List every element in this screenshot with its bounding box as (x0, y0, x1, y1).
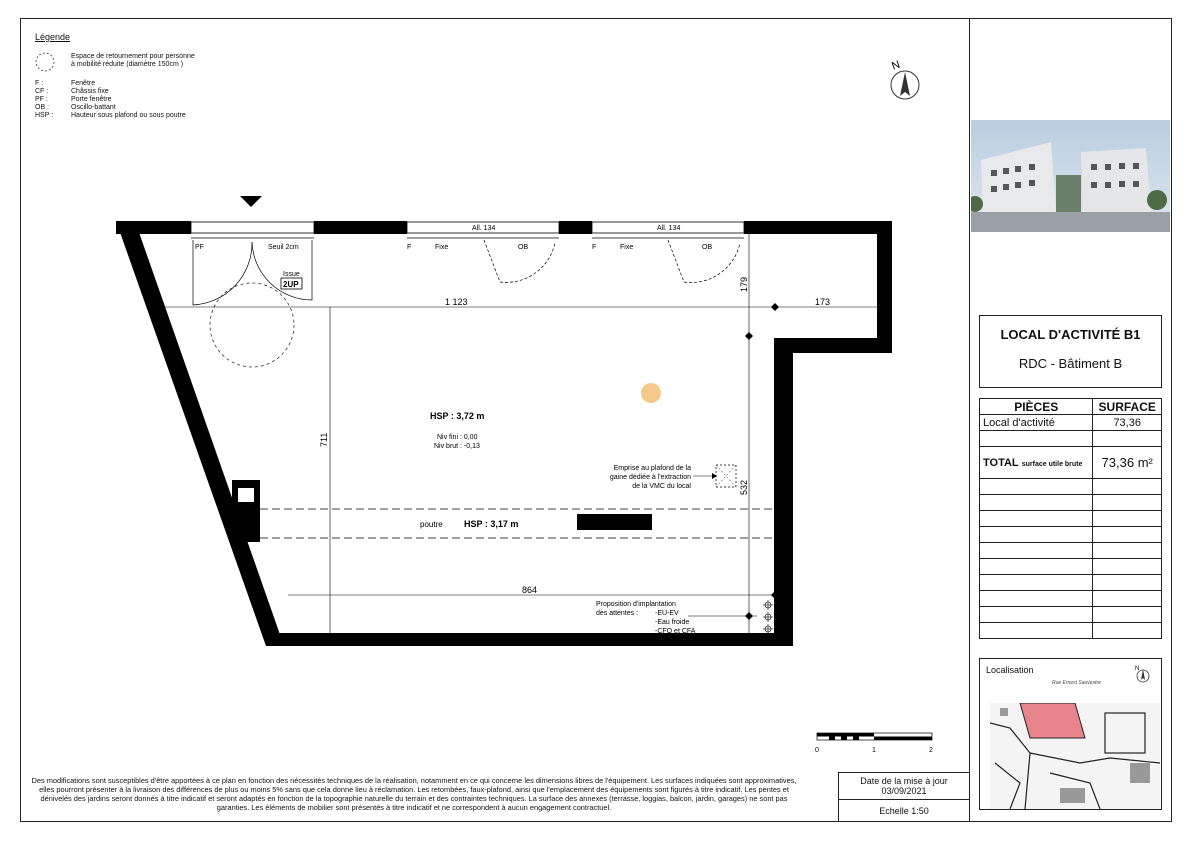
compass-letter: N (890, 58, 902, 73)
attentes-text-4: -Eau froide (655, 619, 690, 626)
seuil-label: Seuil 2cm (268, 244, 299, 251)
col-header-rooms: PIÈCES (980, 399, 1093, 415)
scale-label-2: 2 (929, 747, 933, 754)
building-rendering (971, 120, 1170, 232)
date-value: 03/09/2021 (881, 786, 927, 796)
niv-brut: Niv brut : -0,13 (434, 443, 480, 450)
location-compass-letter: N (1135, 666, 1140, 672)
legend-title: Légende (35, 32, 71, 42)
window1-f-label: F (407, 244, 412, 251)
total-row (980, 447, 1162, 479)
niv-fini: Niv fini : 0,00 (437, 434, 478, 441)
total-label: TOTAL (983, 456, 1019, 469)
footer-date-box (838, 772, 970, 822)
table-row (980, 591, 1162, 607)
attentes-text-1: Proposition d'implantation (596, 601, 676, 608)
dim-711: 711 (319, 432, 329, 447)
table-row (980, 543, 1162, 559)
table-row (980, 623, 1162, 639)
table-row (980, 415, 1162, 431)
scale-bar (815, 733, 933, 754)
table-row (980, 479, 1162, 495)
date-label: Date de la mise à jour (860, 776, 948, 786)
legend-abbr-list: F : CF : PF : OB : HSP : (35, 80, 54, 119)
room-name: Local d'activité (980, 415, 1093, 431)
legend-circle-text: Espace de retournement pour personne à mobilité réduite (diamètre 150cm ) (71, 53, 195, 68)
total-note: surface utile brute (1021, 460, 1083, 468)
legend-label-list: Fenêtre Châssis fixe Porte fenêtre Oscillo-battant Hauteur sous plafond ou sous poutre (71, 80, 186, 119)
window1-ob-label: OB (518, 244, 529, 251)
table-row (980, 511, 1162, 527)
dim-532: 532 (739, 479, 749, 495)
window2-label: All. 134 (657, 225, 681, 232)
table-row (980, 527, 1162, 543)
vmc-text-2: gaine dédiée à l'extraction (609, 474, 691, 481)
col-header-surface: SURFACE (1093, 399, 1162, 415)
window2-ob-label: OB (702, 244, 713, 251)
poutre-label: poutre (420, 520, 443, 529)
utility-symbols (688, 600, 773, 634)
dim-1123: 1 123 (445, 297, 468, 307)
window1-label: All. 134 (472, 225, 496, 232)
compass-icon (890, 59, 919, 99)
location-street: Rue Ernest Sauvestre (1052, 680, 1101, 686)
vmc-text-1: Emprise au plafond de la (613, 465, 691, 472)
attentes-text-3: -EU-EV (655, 610, 679, 617)
unit-subtitle: RDC - Bâtiment B (1018, 356, 1123, 371)
window2-fixe-label: Fixe (620, 244, 634, 251)
table-row (980, 431, 1162, 447)
attentes-text-5: -CFO et CFA (655, 628, 696, 635)
location-compass-icon (1132, 663, 1154, 685)
rooms-table (979, 398, 1162, 639)
footer-disclaimer: Des modifications sont susceptibles d'être apportées à ce plan en fonction des nécessités techniques de la réalisation, notamment en ce qui concerne les dimensions libres de l'équipement. Les surfaces indiquées sont approximatives, elles pourront présenter à la livraison des différences de plus ou moins 5% sans que cela donne lieu à réclamation. Les retombées, faux-plafond, ainsi que l'emplacement des équipements sont figurés à titre indicatif. Les pentes et dénivelés des jardins seront donnés à titre indicatif et seront adaptés en fonction de la topographie naturelle du terrain et des contraintes techniques. La surface des annexes (terrasse, loggias, balcon, jardin, garages) ne sont pas garanties. Les éléments de mobilier sont présentés à titre indicatif et ne correspondent à aucun engagement contractuel. (31, 776, 797, 812)
total-value: 73,36 m² (1093, 447, 1162, 479)
table-row (980, 559, 1162, 575)
dim-173: 173 (815, 297, 831, 307)
dim-864: 864 (522, 585, 538, 595)
exterior-walls (116, 221, 892, 646)
entrance-arrow-icon (240, 196, 262, 207)
hsp-main: HSP : 3,72 m (430, 411, 485, 421)
dimension-lines (165, 234, 877, 636)
room-surface: 73,36 (1093, 415, 1162, 431)
scale-label-0: 0 (815, 747, 819, 754)
pf-label: PF (195, 244, 204, 251)
issue-label: Issue (283, 271, 300, 278)
title-box (979, 315, 1162, 388)
window1-fixe-label: Fixe (435, 244, 449, 251)
vmc-text-3: de la VMC du local (632, 483, 691, 490)
ceiling-light (641, 383, 661, 403)
unit-title: LOCAL D'ACTIVITÉ B1 (1000, 327, 1141, 342)
location-box (979, 658, 1162, 810)
table-row (980, 495, 1162, 511)
window2-f-label: F (592, 244, 597, 251)
scale-label-1: 1 (872, 747, 876, 754)
column-opening (238, 488, 254, 502)
issue-badge: 2UP (283, 280, 299, 289)
table-row (980, 575, 1162, 591)
scale-text: Echelle 1:50 (839, 799, 969, 816)
beam-label-block (577, 514, 652, 530)
dimension-arrows (745, 303, 779, 620)
dim-179: 179 (739, 276, 749, 292)
hsp-poutre: HSP : 3,17 m (464, 519, 519, 529)
table-row (980, 607, 1162, 623)
location-map (990, 703, 1160, 809)
location-title: Localisation (986, 665, 1034, 675)
attentes-text-2: des attentes : (596, 610, 639, 617)
